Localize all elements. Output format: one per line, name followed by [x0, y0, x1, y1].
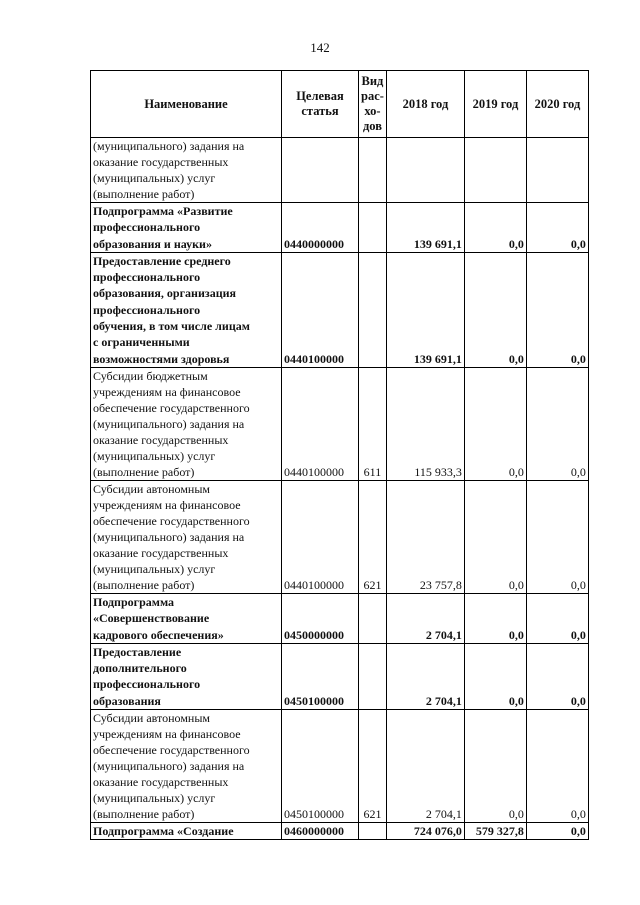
row-expense-type: 611	[359, 367, 387, 480]
row-target-article	[282, 138, 359, 203]
row-2018	[386, 138, 464, 203]
row-expense-type	[359, 252, 387, 367]
table-row	[91, 138, 589, 203]
row-expense-type	[359, 138, 387, 203]
row-name: Субсидии автономным учреждениям на финансовое обеспечение государственного (муниципального) задания на оказание государственных (муниципальных) услуг (выполнение работ)	[91, 710, 282, 823]
row-2020: 0,0	[526, 593, 588, 643]
row-expense-type	[359, 593, 387, 643]
row-2020: 0,0	[526, 823, 588, 840]
table-row	[91, 252, 589, 367]
row-name: Субсидии бюджетным учреждениям на финансовое обеспечение государственного (муниципального) задания на оказание государственных (муниципальных) услуг (выполнение работ)	[91, 367, 282, 480]
row-name: Предоставление среднего профессионального образования, организация профессионального обучения, в том числе лицам с ограниченными возможностями здоровья	[91, 252, 282, 367]
row-2018: 2 704,1	[386, 593, 464, 643]
row-2018: 2 704,1	[386, 710, 464, 823]
row-expense-type	[359, 203, 387, 253]
row-name: Субсидии автономным учреждениям на финансовое обеспечение государственного (муниципального) задания на оказание государственных (муниципальных) услуг (выполнение работ)	[91, 480, 282, 593]
row-name: Подпрограмма «Развитие профессионального образования и науки»	[91, 203, 282, 253]
header-expense-type: Вид рас- хо- дов	[359, 71, 387, 138]
table-row	[91, 203, 589, 253]
row-2019: 0,0	[464, 643, 526, 709]
row-2019: 0,0	[464, 593, 526, 643]
row-2020: 0,0	[526, 480, 588, 593]
row-2020: 0,0	[526, 367, 588, 480]
header-2019: 2019 год	[464, 71, 526, 138]
row-name: Подпрограмма «Совершенствование кадрового обеспечения»	[91, 593, 282, 643]
row-name: Подпрограмма «Создание	[91, 823, 282, 840]
row-2018: 115 933,3	[386, 367, 464, 480]
row-2020: 0,0	[526, 643, 588, 709]
row-2018: 139 691,1	[386, 252, 464, 367]
table-header-row	[91, 71, 589, 138]
row-2019: 579 327,8	[464, 823, 526, 840]
row-2020	[526, 138, 588, 203]
table-row	[91, 710, 589, 823]
row-expense-type	[359, 823, 387, 840]
row-2018: 23 757,8	[386, 480, 464, 593]
header-2018: 2018 год	[386, 71, 464, 138]
row-target-article: 0450000000	[282, 593, 359, 643]
table-row	[91, 823, 589, 840]
table-row	[91, 593, 589, 643]
row-2019: 0,0	[464, 480, 526, 593]
table-row	[91, 480, 589, 593]
table-row	[91, 643, 589, 709]
row-2020: 0,0	[526, 252, 588, 367]
row-expense-type	[359, 643, 387, 709]
row-2018: 2 704,1	[386, 643, 464, 709]
row-target-article: 0440000000	[282, 203, 359, 253]
row-target-article: 0460000000	[282, 823, 359, 840]
row-2018: 139 691,1	[386, 203, 464, 253]
row-2019: 0,0	[464, 203, 526, 253]
row-2019: 0,0	[464, 252, 526, 367]
row-expense-type: 621	[359, 480, 387, 593]
row-target-article: 0440100000	[282, 480, 359, 593]
row-target-article: 0450100000	[282, 643, 359, 709]
page-number: 142	[310, 40, 330, 55]
row-2018: 724 076,0	[386, 823, 464, 840]
row-2020: 0,0	[526, 203, 588, 253]
row-expense-type: 621	[359, 710, 387, 823]
row-2019: 0,0	[464, 367, 526, 480]
table-row	[91, 367, 589, 480]
header-name: Наименование	[91, 71, 282, 138]
row-target-article: 0450100000	[282, 710, 359, 823]
row-name: Предоставление дополнительного профессионального образования	[91, 643, 282, 709]
row-2020: 0,0	[526, 710, 588, 823]
row-name: (муниципального) задания на оказание государственных (муниципальных) услуг (выполнение работ)	[91, 138, 282, 203]
row-target-article: 0440100000	[282, 252, 359, 367]
row-target-article: 0440100000	[282, 367, 359, 480]
header-target-article: Целевая статья	[282, 71, 359, 138]
row-2019: 0,0	[464, 710, 526, 823]
row-2019	[464, 138, 526, 203]
header-2020: 2020 год	[526, 71, 588, 138]
budget-table	[90, 70, 589, 840]
